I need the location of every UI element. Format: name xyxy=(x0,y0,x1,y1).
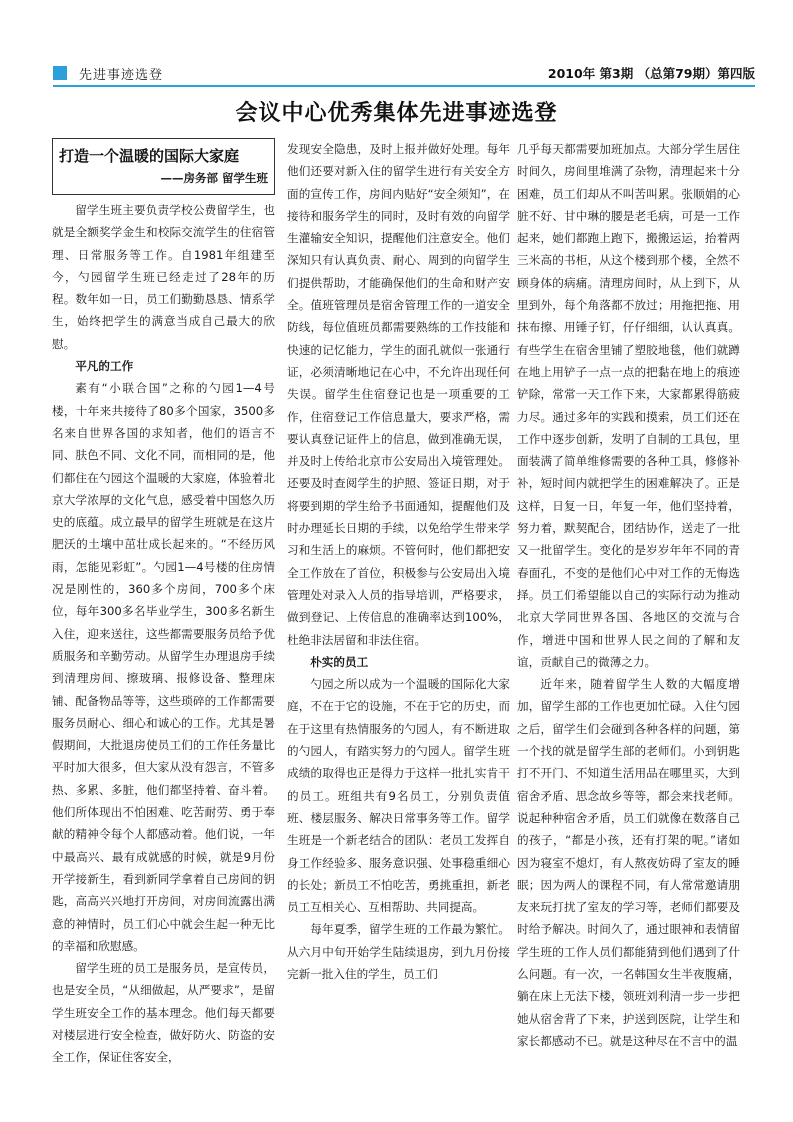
column-3 xyxy=(517,138,740,1052)
column-1 xyxy=(52,138,275,1069)
issue-info: 2010年 第3期 （总第79期）第四版 xyxy=(547,66,755,81)
paragraph: 留学生班的员工是服务员，是宣传员，也是安全员，“从细做起，从严要求”，是留学生班安全工作的基本理念。他们每天都要对楼层进行安全检查，做好防火、防盗的安全工作，保证住客安全， xyxy=(52,961,275,1065)
paragraph: 近年来，随着留学生人数的大幅度增加，留学生部的工作也更加忙碌。入住勺园之后，留学生们会碰到各种各样的问题，第一个找的就是留学生部的老师们。小到钥匙打不开门、不知道生活用品在哪里买，大到宿舍矛盾、思念故乡等等，都会来找老师。说起种种宿舍矛盾，员工们就像在数落自己的孩子，“都是小孩，还有打架的呢。”诸如因为寝室不熄灯，有人熬夜妨碍了室友的睡眠；因为两人的课程不同，有人常常邀请朋友来玩打扰了室友的学习等，老师们都要及时给予解决。时间久了，通过眼神和表情留学生班的工作人员们都能猜到他们遇到了什么问题。有一次，一名韩国女生半夜腹痛，躺在床上无法下楼，领班刘利清一步一步把她从宿舍背了下来，护送到医院，让学生和家长都感动不已。就是这种尽在不言中的温 xyxy=(517,677,740,1048)
section-marker-icon xyxy=(53,66,67,80)
paragraph: 每年夏季，留学生班的工作最为繁忙。从六月中旬开始学生陆续退房，到九月份接完新一批入住的学生，员工们 xyxy=(287,922,510,981)
article-box-title: 打造一个温暖的国际大家庭 xyxy=(59,147,240,165)
article-title-box xyxy=(52,138,275,195)
paragraph: 素有“小联合国”之称的勺园1—4号楼，十年来共接待了80多个国家，3500多名来自世界各国的求知者，他们的语言不同、肤色不同、文化不同，而相同的是，他们都住在勺园这个温暖的大家庭，体验着北京大学浓厚的文化气息，感受着中国悠久历史的底蕴。成立最早的留学生班就是在这片肥沃的土壤中茁壮成长起来的。“不经历风雨，怎能见彩虹”。勺园1—4号楼的住房情况是刚性的，360多个房间，700多个床位，每年300多名毕业学生，300多名新生入住，迎来送往，这些都需要服务员给予优质服务和辛勤劳动。从留学生办理退房手续到清理房间、擦玻璃、报修设备、整理床铺、配备物品等等，这些琐碎的工作都需要服务员耐心、细心和诚心的工作。尤其是暑假期间，大批退房使员工们的工作任务量比平时加大很多，但大家从没有怨言，不管多热、多累、多脏，他们都坚持着、奋斗着。他们所体现出不怕困难、吃苦耐劳、勇于奉献的精神令每个人都感动着。他们说，一年中最高兴、最有成就感的时候，就是9月份开学接新生，看到新同学拿着自己房间的钥匙，高高兴兴地打开房间，对房间流露出满意的神情时，员工们心中就会生起一种无比的幸福和欣慰感。 xyxy=(52,381,275,953)
header-divider xyxy=(53,85,755,87)
section-label: 先进事迹选登 xyxy=(79,68,164,83)
article-byline: ——房务部 留学生班 xyxy=(160,171,268,185)
paragraph: 留学生班主要负责学校公费留学生，也就是全额奖学金生和校际交流学生的住宿管理、日常服务等工作。自1981年组建至今，勺园留学生班已经走过了28年的历程。数年如一日，员工们勤勤恳恳、情系学生，始终把学生的满意当成自己最大的欣慰。 xyxy=(52,203,275,351)
page-title: 会议中心优秀集体先进事迹选登 xyxy=(235,100,558,126)
column-2 xyxy=(287,138,510,985)
paragraph: 发现安全隐患，及时上报并做好处理。每年他们还要对新入住的留学生进行有关安全方面的宣传工作，房间内贴好“安全须知”，在接待和服务学生的同时，及时有效的向留学生灌输安全知识，提醒他们注意安全。他们深知只有认真负责、耐心、周到的向留学生们提供帮助，才能确保他们的生命和财产安全。值班管理员是宿舍管理工作的一道安全防线，每位值班员都需要熟练的工作技能和快速的记忆能力，学生的面孔就似一张通行证，必须清晰地记在心中，不允许出现任何失误。留学生住宿登记也是一项重要的工作，住宿登记工作信息量大，要求严格，需要认真登记证件上的信息，做到准确无误，并及时上传给北京市公安局出入境管理处。还要及时查阅学生的护照、签证日期，对于将要到期的学生给予书面通知，提醒他们及时办理延长日期的手续，以免给学生带来学习和生活上的麻烦。不管何时，他们都把安全工作放在了首位，积极参与公安局出入境管理处对录入人员的指导培训，严格要求，做到登记、上传信息的准确率达到100%，杜绝非法居留和非法住宿。 xyxy=(287,142,510,647)
paragraph: 勺园之所以成为一个温暖的国际化大家庭，不在于它的设施，不在于它的历史，而在于这里有热情服务的勺园人，有不断进取的勺园人，有踏实努力的勺园人。留学生班成绩的取得也正是得力于这样一批扎实肯干的员工。班组共有9名员工，分别负责值班、楼层服务、解决日常事务等工作。留学生班是一个新老结合的团队：老员工发挥自身工作经验多、服务意识强、处事稳重细心的长处；新员工不怕吃苦，勇挑重担，新老员工互相关心、互相帮助、共同提高。 xyxy=(287,677,510,915)
paragraph: 几乎每天都需要加班加点。大部分学生居住时间久，房间里堆满了杂物，清理起来十分困难，员工们却从不叫苦叫累。张顺娟的心脏不好、甘中琳的腰是老毛病，可是一工作起来，她们都跑上跑下，搬搬运运，抬着两三米高的书柜，从这个楼到那个楼，全然不顾身体的病痛。清理房间时，从上到下，从里到外，每个角落都不放过；用拖把拖、用抹布擦、用锤子钉，仔仔细细，认认真真。有些学生在宿舍里铺了塑胶地毯，他们就蹲在地上用铲子一点一点的把黏在地上的痕迹铲除，常常一天工作下来，大家都累得筋疲力尽。通过多年的实践和摸索，员工们还在工作中逐步创新，发明了自制的工具包，里面装满了简单维修需要的各种工具，修修补补，短时间内就把学生的困难解决了。正是这样，日复一日，年复一年，他们坚持着，努力着，默契配合，团结协作，送走了一批又一批留学生。变化的是岁岁年年不同的青春面孔，不变的是他们心中对工作的无悔选择。员工们希望能以自己的实际行动为推动北京大学同世界各国、各地区的交流与合作，增进中国和世界人民之间的了解和友谊，贡献自己的微薄之力。 xyxy=(517,142,740,669)
subheading: 朴实的员工 xyxy=(310,654,369,669)
subheading: 平凡的工作 xyxy=(75,359,134,374)
